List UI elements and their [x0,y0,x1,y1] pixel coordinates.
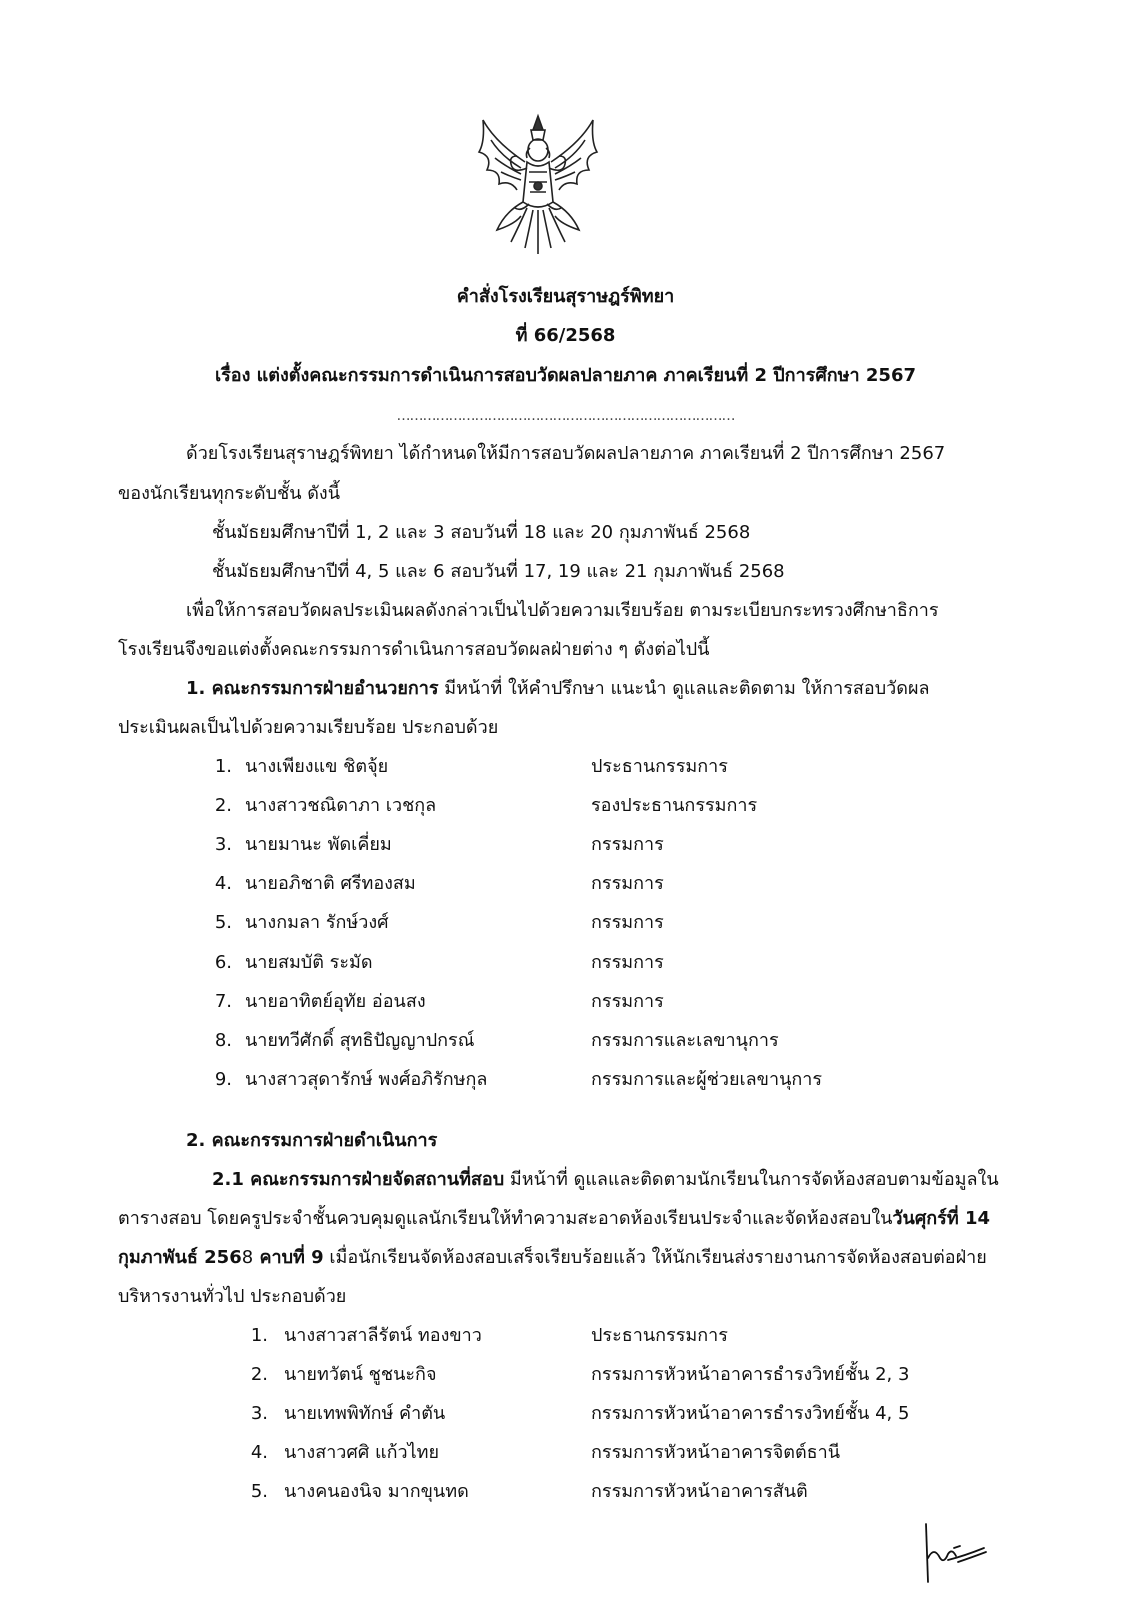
section-2-1-line-2-text: ตารางสอบ โดยครูประจำชั้นควบคุมดูแลนักเรียนให้ทำความสะอาดห้องเรียนประจำและจัดห้องสอบใน [118,1208,893,1229]
member-name: นางสาวชณิดาภา เวชกุล [245,795,437,816]
schedule-line-1: ชั้นมัธยมศึกษาปีที่ 1, 2 และ 3 สอบวันที่ 18 และ 20 กุมภาพันธ์ 2568 [212,522,751,543]
member-name: นางสาวสุดารักษ์ พงศ์อภิรักษกุล [245,1069,488,1090]
member-number: 5. [250,1481,268,1502]
section-2-1-heading [212,1168,999,1192]
member-name: นายอภิชาติ ศรีทองสม [245,873,416,894]
intro-line-2: ของนักเรียนทุกระดับชั้น ดังนี้ [118,483,341,504]
member-number: 2. [214,795,232,816]
member-role: รองประธานกรรมการ [591,795,758,816]
member-role: กรรมการและผู้ช่วยเลขานุการ [591,1069,823,1090]
member-number: 6. [214,952,232,973]
member-name: นางเพียงแข ชิตจุ้ย [245,756,389,777]
member-role: กรรมการหัวหน้าอาคารธำรงวิทย์ชั้น 4, 5 [591,1403,910,1424]
section-2-1-line-2 [118,1207,990,1231]
garuda-emblem-icon [475,112,601,260]
section-1-title: 1. คณะกรรมการฝ่ายอำนวยการ [186,678,439,699]
section-2-heading: 2. คณะกรรมการฝ่ายดำเนินการ [186,1130,438,1151]
member-name: นายอาทิตย์อุทัย อ่อนสง [245,991,426,1012]
member-number: 7. [214,991,232,1012]
member-name: นางคนองนิจ มากขุนทด [284,1481,469,1502]
signature-icon [918,1518,990,1590]
member-name: นายทวีศักดิ์ สุทธิปัญญาปกรณ์ [245,1030,475,1051]
section-2-1-date-day: วันศุกร์ที่ 14 [892,1208,991,1229]
section-2-1-date-year-digit: 8 [241,1247,254,1268]
schedule-line-2: ชั้นมัธยมศึกษาปีที่ 4, 5 และ 6 สอบวันที่ 17, 19 และ 21 กุมภาพันธ์ 2568 [212,561,785,582]
section-2-1-line-3 [118,1246,987,1270]
intro-line-4: โรงเรียนจึงขอแต่งตั้งคณะกรรมการดำเนินการสอบวัดผลฝ่ายต่าง ๆ ดังต่อไปนี้ [118,639,710,660]
separator-line: …………………………………………………………………… [396,408,735,424]
member-role: กรรมการหัวหน้าอาคารธำรงวิทย์ชั้น 2, 3 [591,1364,910,1385]
member-role: กรรมการและเลขานุการ [591,1030,779,1051]
order-number: ที่ 66/2568 [515,325,616,346]
member-role: ประธานกรรมการ [591,756,728,777]
member-name: นางสาวศศิ แก้วไทย [284,1442,440,1463]
member-number: 4. [250,1442,268,1463]
member-number: 3. [250,1403,268,1424]
member-number: 8. [214,1030,232,1051]
member-number: 3. [214,834,232,855]
order-subject: เรื่อง แต่งตั้งคณะกรรมการดำเนินการสอบวัดผลปลายภาค ภาคเรียนที่ 2 ปีการศึกษา 2567 [214,365,916,386]
intro-line-3: เพื่อให้การสอบวัดผลประเมินผลดังกล่าวเป็นไปด้วยความเรียบร้อย ตามระเบียบกระทรวงศึกษาธิการ [186,600,939,621]
section-2-1-period: คาบที่ 9 [253,1247,324,1268]
member-role: ประธานกรรมการ [591,1325,728,1346]
section-2-1-date-month: กุมภาพันธ์ 256 [118,1247,242,1268]
member-role: กรรมการหัวหน้าอาคารจิตต์ธานี [591,1442,841,1463]
section-2-1-line-4: บริหารงานทั่วไป ประกอบด้วย [118,1286,347,1307]
member-role: กรรมการ [591,912,664,933]
section-1-description: มีหน้าที่ ให้คำปรึกษา แนะนำ ดูแลและติดตาม ให้การสอบวัดผล [438,678,930,699]
member-number: 1. [214,756,232,777]
member-number: 9. [214,1069,232,1090]
section-1-heading [186,677,930,701]
member-role: กรรมการ [591,834,664,855]
member-name: นายทวัตน์ ชูชนะกิจ [284,1364,437,1385]
member-name: นายสมบัติ ระมัด [245,952,373,973]
section-2-1-description: มีหน้าที่ ดูแลและติดตามนักเรียนในการจัดห้องสอบตามข้อมูลใน [504,1169,999,1190]
member-number: 1. [250,1325,268,1346]
order-title: คำสั่งโรงเรียนสุราษฎร์พิทยา [456,286,675,307]
member-number: 4. [214,873,232,894]
section-1-line-2: ประเมินผลเป็นไปด้วยความเรียบร้อย ประกอบด้วย [118,717,499,738]
member-name: นายมานะ พัดเคี่ยม [245,834,392,855]
member-name: นายเทพพิทักษ์ คำตัน [284,1403,446,1424]
section-2-1-line-3-text: เมื่อนักเรียนจัดห้องสอบเสร็จเรียบร้อยแล้ว ให้นักเรียนส่งรายงานการจัดห้องสอบต่อฝ่าย [323,1247,987,1268]
member-number: 5. [214,912,232,933]
member-role: กรรมการ [591,873,664,894]
section-2-1-title: 2.1 คณะกรรมการฝ่ายจัดสถานที่สอบ [212,1169,505,1190]
member-role: กรรมการ [591,991,664,1012]
member-name: นางกมลา รักษ์วงศ์ [245,912,389,933]
member-role: กรรมการหัวหน้าอาคารสันติ [591,1481,808,1502]
member-number: 2. [250,1364,268,1385]
intro-line-1: ด้วยโรงเรียนสุราษฎร์พิทยา ได้กำหนดให้มีการสอบวัดผลปลายภาค ภาคเรียนที่ 2 ปีการศึกษา 2567 [186,443,946,464]
member-name: นางสาวสาลีรัตน์ ทองขาว [284,1325,482,1346]
member-role: กรรมการ [591,952,664,973]
